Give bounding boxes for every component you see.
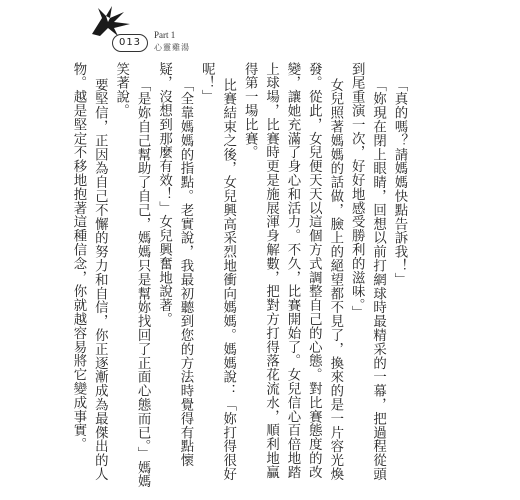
paragraph: 比賽結束之後，女兒興高采烈地衝向媽媽。媽媽說：「妳打得很好呢！」 [199, 62, 236, 482]
part-label: Part 1 [154, 30, 176, 40]
paragraph: 「真的嗎？請媽媽快點告訴我！」 [392, 78, 407, 287]
article-body [70, 62, 410, 492]
paragraph: 「妳現在閉上眼睛，回想以前打網球時最精采的一幕，把過程從頭到尾重演一次，好好地感受勝利的滋味。」 [349, 62, 386, 482]
paragraph: 「全靠媽媽的指點。老實說，我最初聽到您的方法時覺得有點懷疑，沒想到那麼有效！」女兒興奮地說著。 [156, 62, 193, 468]
paragraph: 女兒照著媽媽的話做，臉上的絕望都不見了，換來的是一片容光煥發。從此，女兒便天天以這個方式調整自己的心態。對比賽態度的改變，讓她充滿了身心和活力。不久，比賽開始了。女兒信心百倍地踏上球場，比賽時更是施展渾身解數，把對方打得落花流水，順利地贏得第一場比賽。 [242, 62, 343, 482]
paragraph: 「是妳自己幫助了自己，媽媽只是幫妳找回了正面心態而已。」媽媽笑著說。 [113, 62, 151, 489]
page-header [0, 0, 200, 60]
page-number: 013 [112, 34, 148, 52]
part-subtitle: 心靈雞湯 [154, 43, 190, 52]
paragraph: 要堅信，正因為自己不懈的努力和自信，你正逐漸成為最傑出的人物。越是堅定不移地抱著這種信念，你就越容易將它變成事實。 [70, 62, 108, 482]
decorative-figure-icon [88, 4, 134, 38]
